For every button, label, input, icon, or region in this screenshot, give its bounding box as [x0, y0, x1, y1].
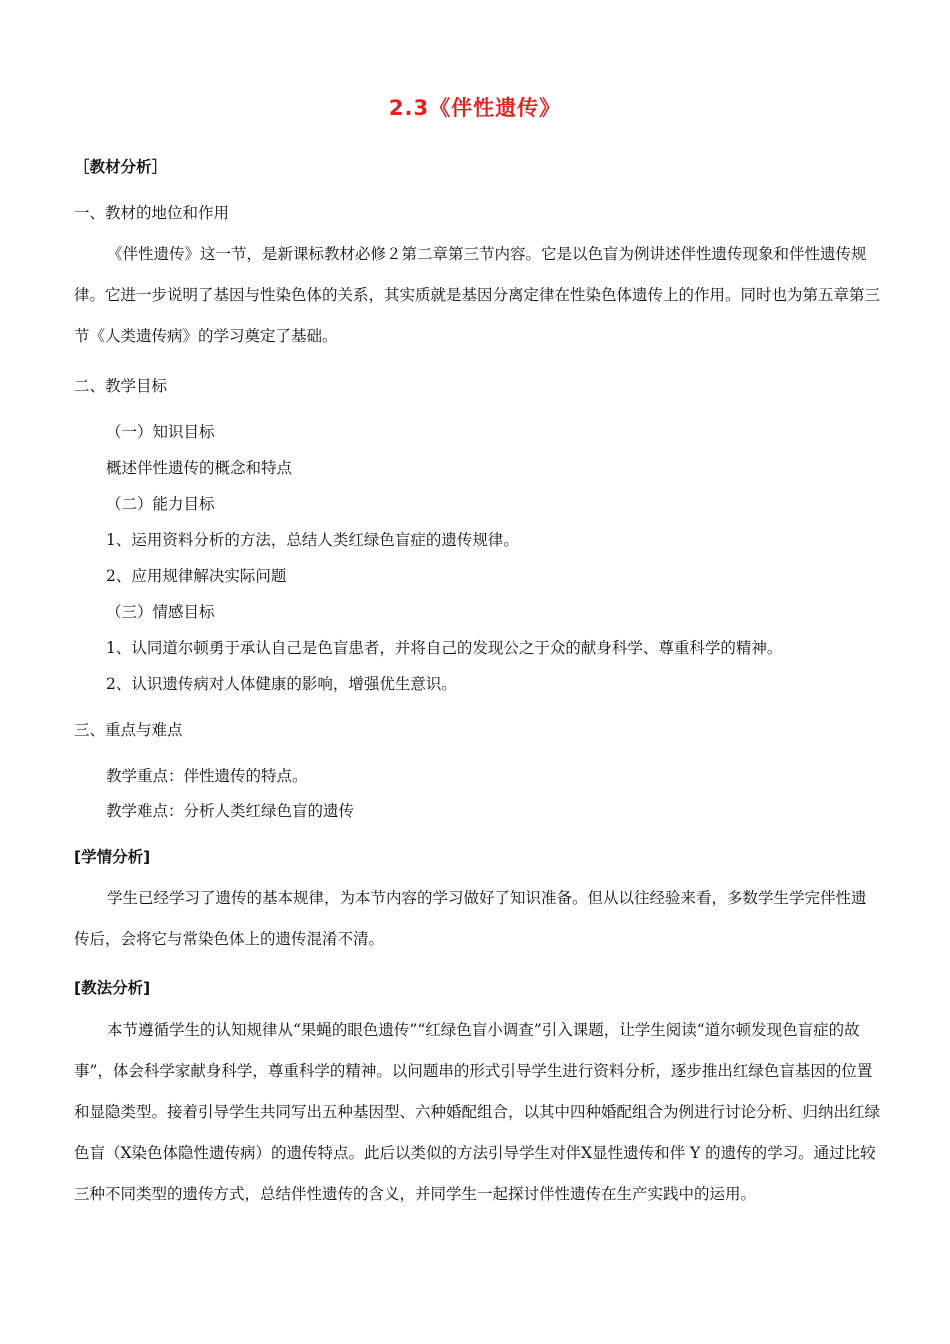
section-heading-key-difficult: 三、重点与难点 — [74, 721, 183, 739]
paragraph-student-analysis: 学生已经学习了遗传的基本规律，为本节内容的学习做好了知识准备。但从以往经验来看，多数学生学完伴性遗传后，会将它与常染色体上的遗传混淆不清。 — [74, 889, 867, 948]
section-header-method-analysis: [教法分析] — [74, 979, 151, 997]
paragraph-position-role: 《伴性遗传》这一节，是新课标教材必修２第二章第三节内容。它是以色盲为例讲述伴性遗传现象和伴性遗传规律。它进一步说明了基因与性染色体的关系，其实质就是基因分离定律在性染色体遗传上的作用。同时也为第五章第三节《人类遗传病》的学习奠定了基础。 — [74, 245, 881, 345]
goal-emotion-label: （三）情感目标 — [106, 603, 215, 621]
document-title: 2.3《伴性遗传》 — [388, 96, 562, 120]
goal-knowledge-label: （一）知识目标 — [106, 423, 215, 441]
goal-emotion-item-1: 1、认同道尔顿勇于承认自己是色盲患者，并将自己的发现公之于众的献身科学、尊重科学的精神。 — [106, 639, 783, 657]
goal-ability-item-1: 1、运用资料分析的方法，总结人类红绿色盲症的遗传规律。 — [106, 531, 519, 549]
key-point-text: 教学重点：伴性遗传的特点。 — [106, 767, 308, 785]
section-heading-teaching-goals: 二、教学目标 — [74, 377, 168, 395]
section-header-student-analysis: [学情分析] — [74, 848, 151, 866]
difficulty-text: 教学难点：分析人类红绿色盲的遗传 — [106, 802, 355, 820]
paragraph-method-analysis: 本节遵循学生的认知规律从“果蝇的眼色遗传”“红绿色盲小调查”引入课题，让学生阅读“道尔顿发现色盲症的故事”，体会科学家献身科学，尊重科学的精神。以问题串的形式引导学生进行资料分析，逐步推出红绿色盲基因的位置和显隐类型。接着引导学生共同写出五种基因型、六种婚配组合，以其中四种婚配组合为例进行讨论分析、归纳出红绿色盲（X染色体隐性遗传病）的遗传特点。此后以类似的方法引导学生对伴X显性遗传和伴 Y 的遗传的学习。通过比较三种不同类型的遗传方式，总结伴性遗传的含义，并同学生一起探讨伴性遗传在生产实践中的运用。 — [74, 1021, 881, 1203]
goal-ability-label: （二）能力目标 — [106, 495, 215, 513]
goal-emotion-item-2: 2、认识遗传病对人体健康的影响，增强优生意识。 — [106, 675, 457, 693]
goal-ability-item-2: 2、应用规律解决实际问题 — [106, 567, 287, 585]
goal-knowledge-item: 概述伴性遗传的概念和特点 — [106, 459, 293, 477]
section-header-textbook-analysis: ［教材分析］ — [74, 158, 168, 176]
section-heading-position-role: 一、教材的地位和作用 — [74, 204, 230, 222]
